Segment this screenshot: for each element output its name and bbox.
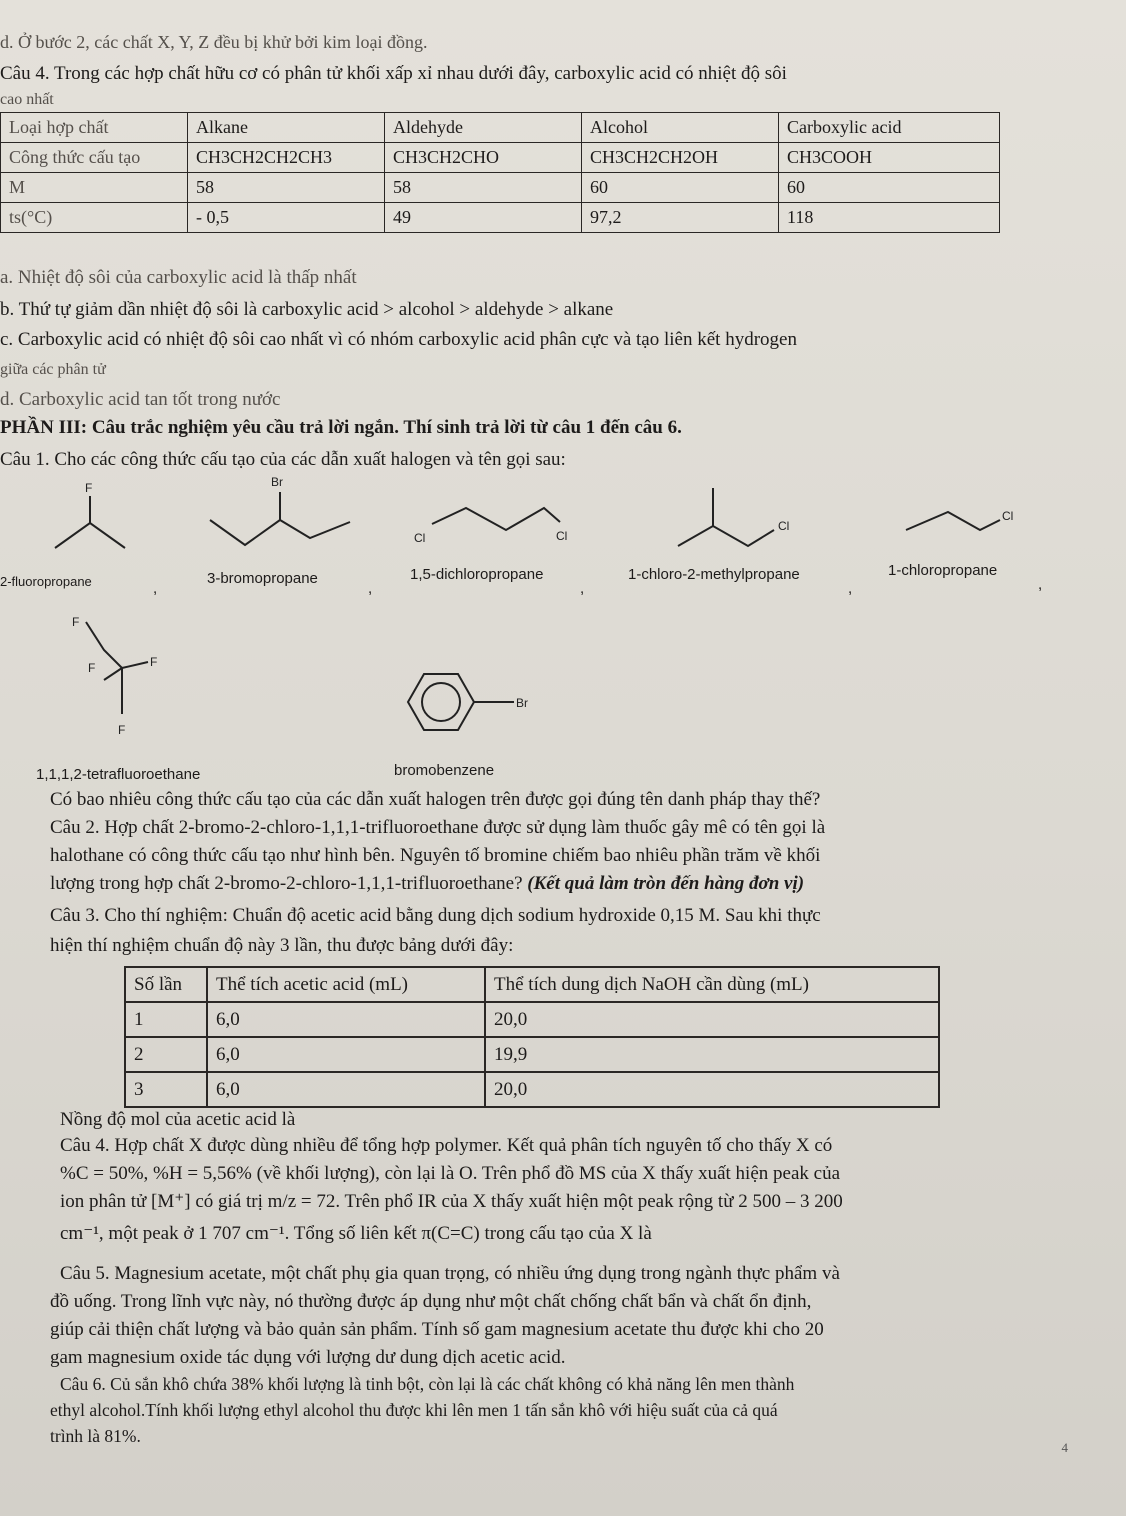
question-4-line: Câu 4. Hợp chất X được dùng nhiều để tổng hợp polymer. Kết quả phân tích nguyên tố cho thấy X có <box>60 1135 833 1156</box>
separator: , <box>580 580 585 597</box>
table-cell: 60 <box>582 173 779 203</box>
table-cell: Thể tích acetic acid (mL) <box>207 967 485 1002</box>
molecule-name: 1-chloropropane <box>888 562 998 579</box>
question-1-stem: Câu 1. Cho các công thức cấu tạo của các dẫn xuất halogen và tên gọi sau: <box>0 449 566 470</box>
previous-statement-d: d. Ở bước 2, các chất X, Y, Z đều bị khử bởi kim loại đồng. <box>0 32 428 52</box>
table-row <box>1 203 1000 233</box>
fluorine-label: F <box>150 655 158 669</box>
question-1-ask: Có bao nhiêu công thức cấu tạo của các dẫn xuất halogen trên được gọi đúng tên danh pháp thay thế? <box>50 789 821 810</box>
table-header-row <box>125 967 939 1002</box>
table-row <box>125 1072 939 1107</box>
fluorine-label: F <box>118 723 126 737</box>
question-4-stem: Câu 4. Trong các hợp chất hữu cơ có phân tử khối xấp xỉ nhau dưới đây, carboxylic acid có nhiệt độ sôi <box>0 63 787 84</box>
fluorine-label: F <box>72 615 80 629</box>
question-5-line: gam magnesium oxide tác dụng với lượng dư dung dịch acetic acid. <box>50 1347 566 1368</box>
molecule-name: bromobenzene <box>394 762 495 779</box>
boiling-point-table <box>0 112 1000 233</box>
question-5-line: giúp cải thiện chất lượng và bảo quản sản phẩm. Tính số gam magnesium acetate thu được khi cho 20 <box>50 1319 824 1340</box>
table-cell: Công thức cấu tạo <box>1 143 188 173</box>
question-3-line: Câu 3. Cho thí nghiệm: Chuẩn độ acetic acid bằng dung dịch sodium hydroxide 0,15 M. Sau khi thực <box>50 905 821 926</box>
option-c-cont: giữa các phân tử <box>0 361 106 378</box>
part-3-heading: PHẦN III: Câu trắc nghiệm yêu cầu trả lời ngắn. Thí sinh trả lời từ câu 1 đến câu 6. <box>0 417 682 438</box>
chlorine-label: Cl <box>556 529 568 543</box>
option-b: b. Thứ tự giảm dần nhiệt độ sôi là carboxylic acid > alcohol > aldehyde > alkane <box>0 299 614 320</box>
question-2-line <box>50 872 804 896</box>
question-2-line: Câu 2. Hợp chất 2-bromo-2-chloro-1,1,1-trifluoroethane được sử dụng làm thuốc gây mê có tên gọi là <box>50 817 826 838</box>
table-cell: 58 <box>188 173 385 203</box>
table-cell: 20,0 <box>485 1072 939 1107</box>
molecule-2-fluoropropane <box>40 478 140 568</box>
table-cell: Alkane <box>188 113 385 143</box>
rounding-note: (Kết quả làm tròn đến hàng đơn vị) <box>527 873 805 894</box>
molecule-name: 1,1,1,2-tetrafluoroethane <box>36 766 201 783</box>
table-row <box>125 1037 939 1072</box>
bromine-label: Br <box>516 696 528 710</box>
chlorine-label: Cl <box>414 531 426 545</box>
chlorine-label: Cl <box>1002 509 1014 523</box>
table-row <box>1 143 1000 173</box>
table-cell: 6,0 <box>207 1037 485 1072</box>
question-4-stem-cont: cao nhất <box>0 91 54 108</box>
molecule-bromobenzene <box>396 660 566 750</box>
table-cell: 19,9 <box>485 1037 939 1072</box>
option-a: a. Nhiệt độ sôi của carboxylic acid là thấp nhất <box>0 267 357 288</box>
table-cell: Thể tích dung dịch NaOH cần dùng (mL) <box>485 967 939 1002</box>
table-cell: CH3CH2CH2OH <box>582 143 779 173</box>
molecule-name: 1,5-dichloropropane <box>410 566 544 583</box>
question-6-line: ethyl alcohol.Tính khối lượng ethyl alcohol thu được khi lên men 1 tấn sắn khô với hiệu suất của cả quá <box>50 1400 778 1420</box>
table-cell: 97,2 <box>582 203 779 233</box>
table-cell: CH3COOH <box>779 143 1000 173</box>
separator: , <box>848 580 853 597</box>
molecule-1-5-dichloropropane <box>406 496 586 556</box>
page-number: 4 <box>1061 1440 1068 1455</box>
separator: , <box>153 580 158 597</box>
question-5-line: đồ uống. Trong lĩnh vực này, nó thường được áp dụng như một chất chống chất bẩn và chất ổn định, <box>50 1291 812 1312</box>
question-3-ask: Nồng độ mol của acetic acid là <box>60 1109 296 1130</box>
fluorine-label: F <box>88 661 96 675</box>
titration-table <box>124 966 940 1108</box>
molecule-1-chloropropane <box>900 500 1030 550</box>
table-cell: Loại hợp chất <box>1 113 188 143</box>
table-cell: M <box>1 173 188 203</box>
molecule-1-chloro-2-methylpropane <box>668 480 818 560</box>
question-6-line: trình là 81%. <box>50 1426 141 1446</box>
table-cell: Carboxylic acid <box>779 113 1000 143</box>
table-cell: CH3CH2CHO <box>385 143 582 173</box>
separator: , <box>368 580 373 597</box>
table-cell: 58 <box>385 173 582 203</box>
bromine-label: Br <box>271 475 283 489</box>
table-cell: Số lần <box>125 967 207 1002</box>
table-cell: Alcohol <box>582 113 779 143</box>
table-cell: 49 <box>385 203 582 233</box>
molecule-name: 2-fluoropropane <box>0 574 92 589</box>
question-3-line: hiện thí nghiệm chuẩn độ này 3 lần, thu được bảng dưới đây: <box>50 935 514 956</box>
table-cell: CH3CH2CH2CH3 <box>188 143 385 173</box>
table-cell: 20,0 <box>485 1002 939 1037</box>
table-cell: 2 <box>125 1037 207 1072</box>
table-cell: 118 <box>779 203 1000 233</box>
molecule-name: 3-bromopropane <box>207 570 318 587</box>
molecule-name: 1-chloro-2-methylpropane <box>628 566 800 583</box>
question-2-line: halothane có công thức cấu tạo như hình bên. Nguyên tố bromine chiếm bao nhiêu phần trăm về khối <box>50 845 821 866</box>
table-cell: Aldehyde <box>385 113 582 143</box>
molecule-3-bromopropane <box>200 470 360 560</box>
table-cell: - 0,5 <box>188 203 385 233</box>
question-4-line: cm⁻¹, một peak ở 1 707 cm⁻¹. Tổng số liên kết π(C=C) trong cấu tạo của X là <box>60 1223 652 1244</box>
table-cell: 6,0 <box>207 1072 485 1107</box>
question-4-line: %C = 50%, %H = 5,56% (về khối lượng), còn lại là O. Trên phổ đồ MS của X thấy xuất hiện peak của <box>60 1163 841 1184</box>
option-c: c. Carboxylic acid có nhiệt độ sôi cao nhất vì có nhóm carboxylic acid phân cực và tạo liên kết hydrogen <box>0 329 797 350</box>
question-6-line: Câu 6. Củ sắn khô chứa 38% khối lượng là tinh bột, còn lại là các chất không có khả năng lên men thành <box>60 1374 795 1394</box>
separator: , <box>1038 576 1043 593</box>
table-header-row <box>1 113 1000 143</box>
table-cell: 60 <box>779 173 1000 203</box>
question-5-line: Câu 5. Magnesium acetate, một chất phụ gia quan trọng, có nhiều ứng dụng trong ngành thực phẩm và <box>60 1263 840 1284</box>
fluorine-label: F <box>85 481 93 495</box>
table-cell: 1 <box>125 1002 207 1037</box>
question-4-line: ion phân tử [M⁺] có giá trị m/z = 72. Trên phổ IR của X thấy xuất hiện một peak rộng từ 2 500 – 3 200 <box>60 1191 843 1212</box>
table-cell: 3 <box>125 1072 207 1107</box>
option-d: d. Carboxylic acid tan tốt trong nước <box>0 389 281 410</box>
table-cell: ts(°C) <box>1 203 188 233</box>
chlorine-label: Cl <box>778 519 790 533</box>
table-cell: 6,0 <box>207 1002 485 1037</box>
molecule-1-1-1-2-tetrafluoroethane <box>62 610 182 750</box>
table-row <box>125 1002 939 1037</box>
table-row <box>1 173 1000 203</box>
question-2-text: lượng trong hợp chất 2-bromo-2-chloro-1,1,1-trifluoroethane? <box>50 873 523 894</box>
